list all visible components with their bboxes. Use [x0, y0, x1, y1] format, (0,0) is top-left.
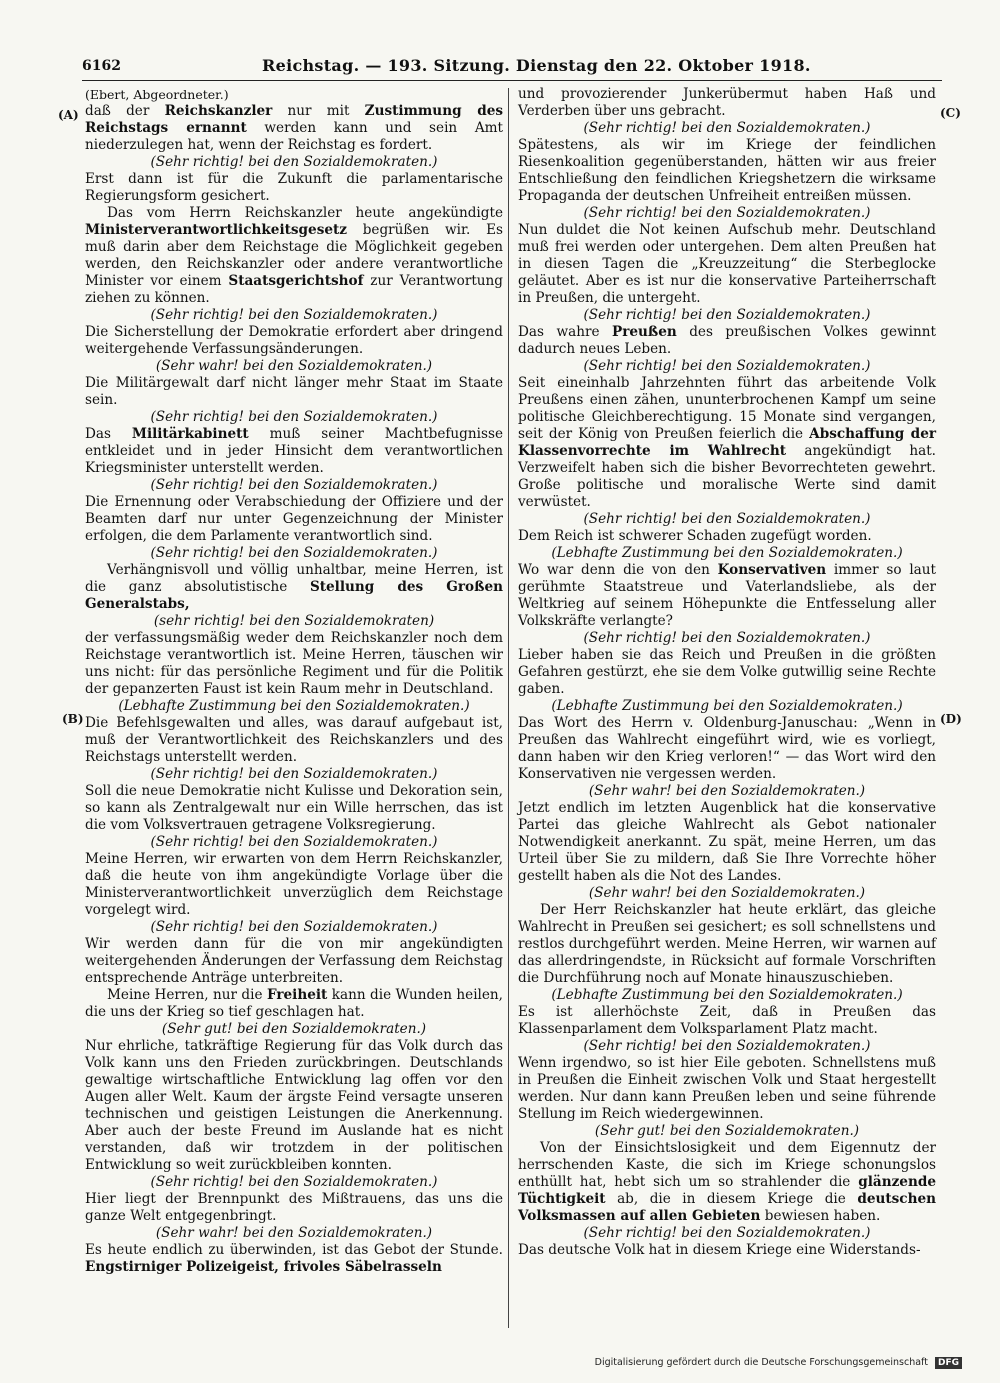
- interjection: (sehr richtig! bei den Sozialdemokraten): [153, 613, 435, 629]
- digitization-footer: [595, 1357, 962, 1369]
- footer-text: Digitalisierung gefördert durch die Deutsche Forschungsgemeinschaft: [594, 1357, 928, 1368]
- interjection: (Sehr richtig! bei den Sozialdemokraten.): [583, 205, 871, 221]
- margin-marker-d: (D): [940, 712, 962, 726]
- paragraph: Die Ernennung oder Verabschiedung der Offiziere und der Beamten darf nur unter Gegenzeichnung der Minister erfolgen, die dem Parlamente verantwortlich sind.: [85, 494, 503, 544]
- margin-marker-a: (A): [58, 108, 79, 122]
- paragraph: Wenn irgendwo, so ist hier Eile geboten. Schnellstens muß in Preußen die Einheit zwischen Volk und Staat hergestellt werden. Nur dann kann Preußen leben und seine führende Stellung im Reich wiedergewinnen.: [518, 1055, 936, 1122]
- page-number: 6162: [82, 58, 121, 74]
- paragraph: Die Sicherstellung der Demokratie erfordert aber dringend weitergehende Verfassungsänderungen.: [85, 324, 503, 357]
- paragraph: Es ist allerhöchste Zeit, daß in Preußen das Klassenparlament dem Volksparlament Platz macht.: [518, 1004, 936, 1037]
- paragraph: Die Befehlsgewalten und alles, was darauf aufgebaut ist, muß der Verantwortlichkeit des Reichskanzlers und des Reichstags unterstellt werden.: [85, 715, 503, 765]
- interjection: (Sehr wahr! bei den Sozialdemokraten.): [155, 358, 433, 374]
- paragraph: daß der Reichskanzler nur mit Zustimmung des Reichstags ernannt werden kann und sein Amt niederzulegen hat, wenn der Reichstag es fordert.: [85, 103, 504, 153]
- paragraph: Erst dann ist für die Zukunft die parlamentarische Regierungsform gesichert.: [85, 171, 503, 204]
- interjection: (Sehr richtig! bei den Sozialdemokraten.): [150, 545, 438, 561]
- right-text-column: [518, 86, 936, 1259]
- paragraph: Soll die neue Demokratie nicht Kulisse und Dekoration sein, so kann als Zentralgewalt nur ein Wille herrschen, das ist die vom Volksvertrauen getragene Volksregierung.: [85, 783, 503, 833]
- interjection: (Sehr richtig! bei den Sozialdemokraten.): [583, 1225, 871, 1241]
- column-divider: [508, 88, 509, 1328]
- interjection: (Sehr richtig! bei den Sozialdemokraten.): [150, 1174, 438, 1190]
- margin-marker-b: (B): [62, 712, 84, 726]
- interjection: (Lebhafte Zustimmung bei den Sozialdemokraten.): [551, 987, 903, 1003]
- interjection: (Sehr richtig! bei den Sozialdemokraten.): [150, 766, 438, 782]
- interjection: (Sehr richtig! bei den Sozialdemokraten.): [150, 307, 438, 323]
- speaker-note: (Ebert, Abgeordneter.): [85, 87, 229, 102]
- paragraph: Es heute endlich zu überwinden, ist das Gebot der Stunde. Engstirniger Polizeigeist, frivoles Säbelrasseln: [85, 1242, 503, 1275]
- paragraph: Das wahre Preußen des preußischen Volkes gewinnt dadurch neues Leben.: [518, 324, 936, 357]
- interjection: (Sehr richtig! bei den Sozialdemokraten.): [150, 154, 438, 170]
- interjection: (Sehr gut! bei den Sozialdemokraten.): [594, 1123, 860, 1139]
- interjection: (Sehr richtig! bei den Sozialdemokraten.): [150, 409, 438, 425]
- interjection: (Sehr richtig! bei den Sozialdemokraten.): [583, 630, 871, 646]
- paragraph: Das deutsche Volk hat in diesem Kriege eine Widerstands-: [518, 1242, 921, 1258]
- interjection: (Sehr richtig! bei den Sozialdemokraten.): [150, 477, 438, 493]
- left-text-column: [85, 86, 503, 1276]
- dfg-logo: DFG: [935, 1357, 962, 1369]
- paragraph: Spätestens, als wir im Kriege der feindlichen Riesenkoalition gegenüberstanden, hätten wir aus freier Entschließung den feindlichen Kriegshetzern die wirksame Propaganda der deutschen Unfreiheit entreißen müssen.: [518, 137, 936, 204]
- paragraph: Meine Herren, nur die Freiheit kann die Wunden heilen, die uns der Krieg so tief geschlagen hat.: [85, 987, 504, 1020]
- paragraph: Meine Herren, wir erwarten von dem Herrn Reichskanzler, daß die heute von ihm angekündigte Vorlage über die Ministerverantwortlichkeit unverzüglich dem Reichstage vorgelegt wird.: [85, 851, 503, 918]
- interjection: (Sehr richtig! bei den Sozialdemokraten.): [583, 511, 871, 527]
- page-title: Reichstag. — 193. Sitzung. Dienstag den 22. Oktober 1918.: [262, 56, 811, 75]
- paragraph: der verfassungsmäßig weder dem Reichskanzler noch dem Reichstage verantwortlich ist. Meine Herren, täuschen wir uns nicht: für das persönliche Regiment und für die Politik der gepanzerten Faust ist kein Raum mehr in Deutschland.: [85, 630, 503, 697]
- paragraph: Nur ehrliche, tatkräftige Regierung für das Volk durch das Volk kann uns den Frieden zurückbringen. Deutschlands gewaltige wirtschaftliche Entwicklung lag offen vor den Augen aller Welt. Kaum der ärgste Feind versagte unseren technischen und geistigen Leistungen die Anerkennung. Aber auch der beste Freund im Auslande hat es nicht verstanden, daß wir trotzdem in der politischen Entwicklung so weit zurückbleiben konnten.: [85, 1038, 503, 1173]
- page-header: [82, 58, 942, 80]
- paragraph: Dem Reich ist schwerer Schaden zugefügt worden.: [518, 528, 872, 544]
- paragraph: Nun duldet die Not keinen Aufschub mehr. Deutschland muß frei werden oder untergehen. Dem alten Preußen hat in diesen Tagen die „Kreuzzeitung“ die Sterbeglocke geläutet. Aber es ist nur die konservative Parteiherrschaft in Preußen, die untergeht.: [518, 222, 936, 306]
- paragraph: Hier liegt der Brennpunkt des Mißtrauens, das uns die ganze Welt entgegenbringt.: [85, 1191, 503, 1224]
- paragraph: Seit eineinhalb Jahrzehnten führt das arbeitende Volk Preußens einen zähen, ununterbrochenen Kampf um seine politische Gleichberechtigung. 15 Monate sind vergangen, seit der König von Preußen feierlich die Abschaffung der Klassenvorrechte im Wahlrecht angekündigt hat. Verzweifelt haben sich die bisher Bevorrechteten gewehrt. Große politische und moralische Werte sind damit verwüstet.: [518, 375, 937, 510]
- paragraph: Lieber haben sie das Reich und Preußen in die größten Gefahren gestürzt, ehe sie dem Volke gutwillig seine Rechte gaben.: [518, 647, 936, 697]
- paragraph: Das vom Herrn Reichskanzler heute angekündigte Ministerverantwortlichkeitsgesetz begrüßen wir. Es muß darin aber dem Reichstage die Möglichkeit gegeben werden, den Reichskanzler oder andere verantwortliche Minister vor einem Staatsgerichtshof zur Verantwortung ziehen zu können.: [85, 205, 503, 306]
- interjection: (Lebhafte Zustimmung bei den Sozialdemokraten.): [551, 545, 903, 561]
- interjection: (Lebhafte Zustimmung bei den Sozialdemokraten.): [118, 698, 470, 714]
- interjection: (Sehr richtig! bei den Sozialdemokraten.): [583, 120, 871, 136]
- interjection: (Sehr gut! bei den Sozialdemokraten.): [161, 1021, 427, 1037]
- margin-marker-c: (C): [940, 106, 961, 120]
- interjection: (Sehr richtig! bei den Sozialdemokraten.): [583, 307, 871, 323]
- interjection: (Sehr richtig! bei den Sozialdemokraten.): [150, 919, 438, 935]
- interjection: (Sehr wahr! bei den Sozialdemokraten.): [588, 783, 866, 799]
- interjection: (Sehr wahr! bei den Sozialdemokraten.): [588, 885, 866, 901]
- paragraph: Von der Einsichtslosigkeit und dem Eigennutz der herrschenden Kaste, die sich im Kriege schonungslos enthüllt hat, hebt sich um so strahlender die glänzende Tüchtigkeit ab, die in diesem Kriege die deutschen Volksmassen auf allen Gebieten bewiesen haben.: [518, 1140, 936, 1224]
- paragraph: Wo war denn die von den Konservativen immer so laut gerühmte Staatstreue und Vaterlandsliebe, als der Weltkrieg auf seinem Höhepunkte die Entfesselung aller Volkskräfte verlangte?: [518, 562, 937, 629]
- interjection: (Sehr wahr! bei den Sozialdemokraten.): [155, 1225, 433, 1241]
- header-rule: [82, 80, 942, 81]
- paragraph: Der Herr Reichskanzler hat heute erklärt, das gleiche Wahlrecht in Preußen sei gesichert; es soll schnellstens und restlos durchgeführt werden. Meine Herren, wir warnen auf das allerdringendste, in Rücksicht auf formale Vorschriften die Durchführung noch auf Monate hinauszuschieben.: [518, 902, 936, 986]
- paragraph: Das Militärkabinett muß seiner Machtbefugnisse entkleidet und in jeder Hinsicht dem verantwortlichen Kriegsminister unterstellt werden.: [85, 426, 503, 476]
- interjection: (Sehr richtig! bei den Sozialdemokraten.): [583, 358, 871, 374]
- interjection: (Sehr richtig! bei den Sozialdemokraten.): [150, 834, 438, 850]
- paragraph: Das Wort des Herrn v. Oldenburg-Januschau: „Wenn in Preußen das Wahlrecht eingeführt wird, wie es vorliegt, dann haben wir den Krieg verloren!“ — das Wort wird den Konservativen nie vergessen werden.: [518, 715, 936, 782]
- paragraph: Verhängnisvoll und völlig unhaltbar, meine Herren, ist die ganz absolutistische Stellung des Großen Generalstabs,: [85, 562, 503, 612]
- interjection: (Sehr richtig! bei den Sozialdemokraten.): [583, 1038, 871, 1054]
- interjection: (Lebhafte Zustimmung bei den Sozialdemokraten.): [551, 698, 903, 714]
- paragraph: Wir werden dann für die von mir angekündigten weitergehenden Änderungen der Verfassung dem Reichstag entsprechende Anträge unterbreiten.: [85, 936, 503, 986]
- paragraph: Jetzt endlich im letzten Augenblick hat die konservative Partei das gleiche Wahlrecht als Gebot nationaler Notwendigkeit anerkannt. Zu spät, meine Herren, um das Urteil über Sie zu mildern, daß Sie Ihre Vorrechte höher gestellt haben als die Not des Landes.: [518, 800, 936, 884]
- paragraph: Die Militärgewalt darf nicht länger mehr Staat im Staate sein.: [85, 375, 503, 408]
- paragraph: und provozierender Junkerübermut haben Haß und Verderben über uns gebracht.: [518, 86, 936, 119]
